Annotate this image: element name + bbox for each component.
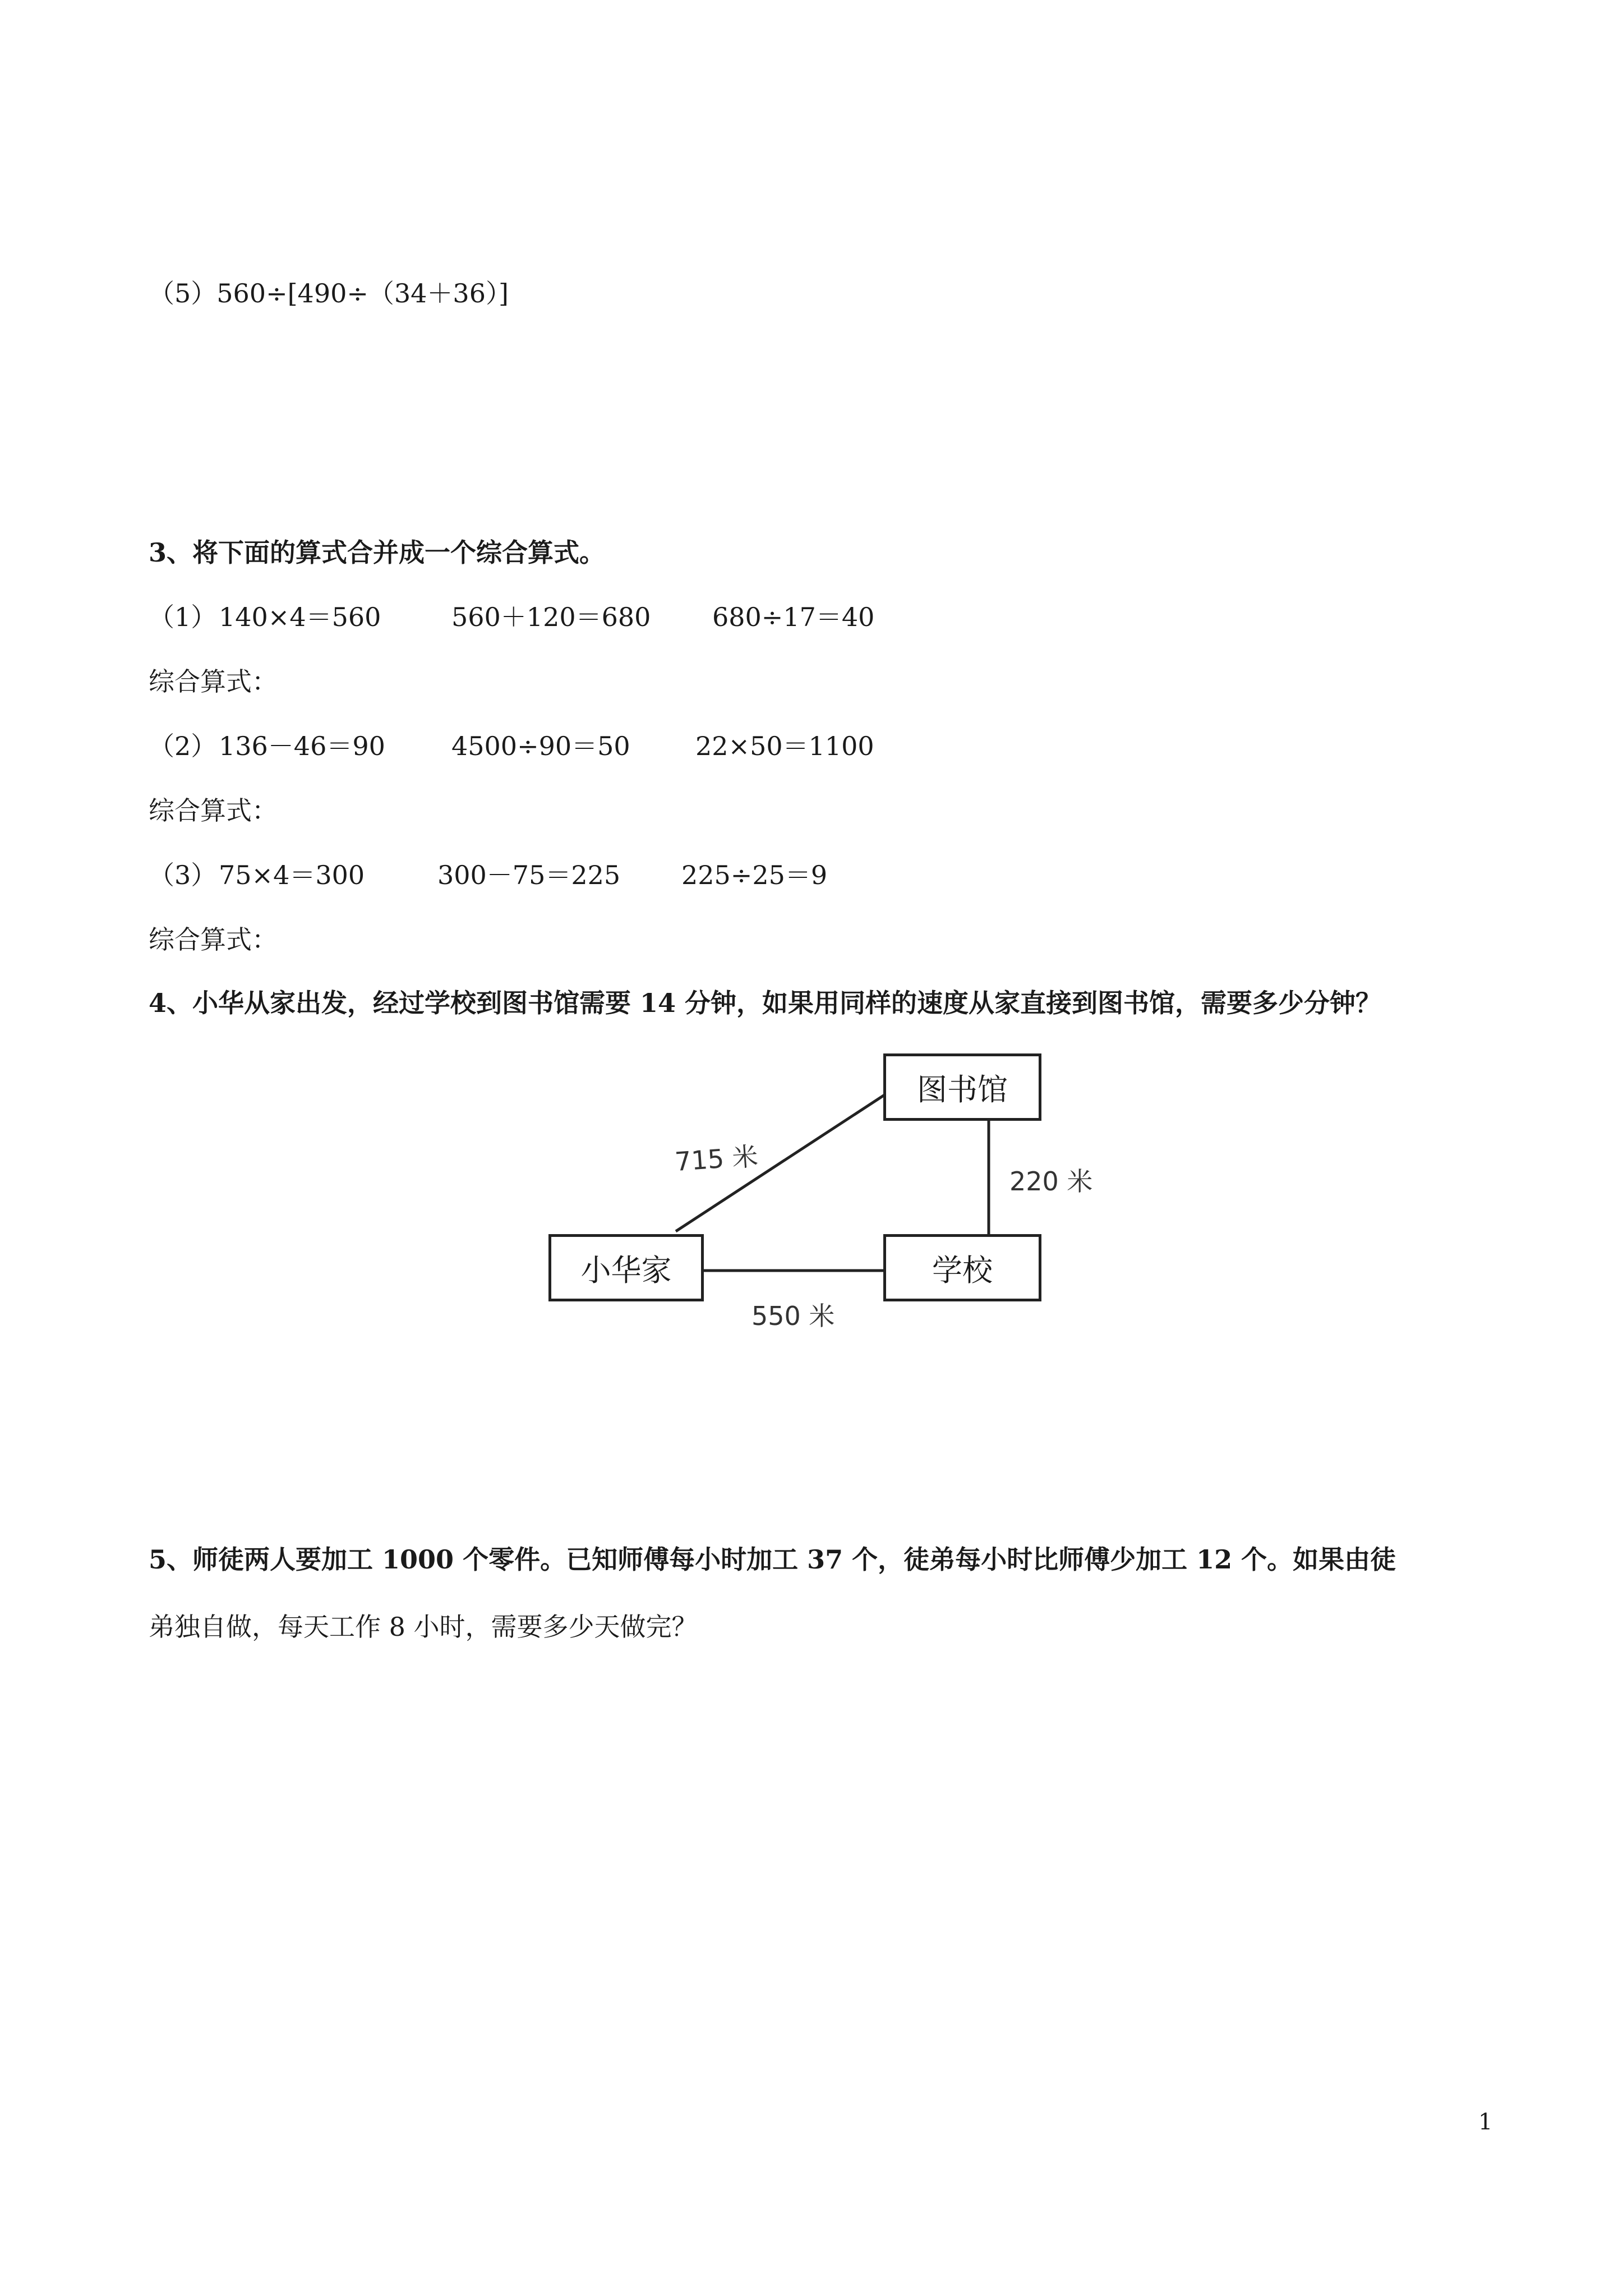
row-3-equation-1: 75×4＝300 [219,860,365,890]
row-2-equation-2: 4500÷90＝50 [451,731,630,761]
row-3-equation-2: 300－75＝225 [437,860,621,890]
problem-4-question: 4、小华从家出发，经过学校到图书馆需要 14 分钟，如果用同样的速度从家直接到图书馆，需要多少分钟？ [149,988,1382,1018]
problem-3-title: 3、将下面的算式合并成一个综合算式。 [149,537,606,568]
home-box: 小华家 [548,1234,704,1301]
library-box: 图书馆 [883,1053,1041,1121]
school-box: 学校 [883,1234,1041,1301]
row-1-equation-1: 140×4＝560 [219,602,381,632]
answer-label-3: 综合算式： [149,924,278,955]
row-1-equation-3: 680÷17＝40 [712,602,875,632]
answer-label-2: 综合算式： [149,795,278,826]
problem-2-item-5: （5）560÷[490÷（34＋36）] [149,278,509,309]
problem-5-line-2: 弟独自做，每天工作 8 小时，需要多少天做完？ [149,1612,698,1642]
row-2-equation-3: 22×50＝1100 [695,731,874,761]
row-3-prefix: （3） [149,860,217,890]
row-1-equation-2: 560＋120＝680 [451,602,651,632]
distance-home-library: 715 米 [674,1140,759,1177]
page-number: 1 [1478,2109,1493,2135]
row-2-prefix: （2） [149,731,217,761]
row-3-equation-3: 225÷25＝9 [681,860,828,890]
row-1-prefix: （1） [149,602,217,632]
distance-school-library: 220 米 [1009,1166,1093,1197]
distance-home-school: 550 米 [751,1301,835,1331]
problem-5-line-1: 5、师徒两人要加工 1000 个零件。已知师傅每小时加工 37 个，徒弟每小时比师傅少加工 12 个。如果由徒 [149,1544,1396,1575]
row-2-equation-1: 136－46＝90 [219,731,385,761]
answer-label-1: 综合算式： [149,666,278,697]
